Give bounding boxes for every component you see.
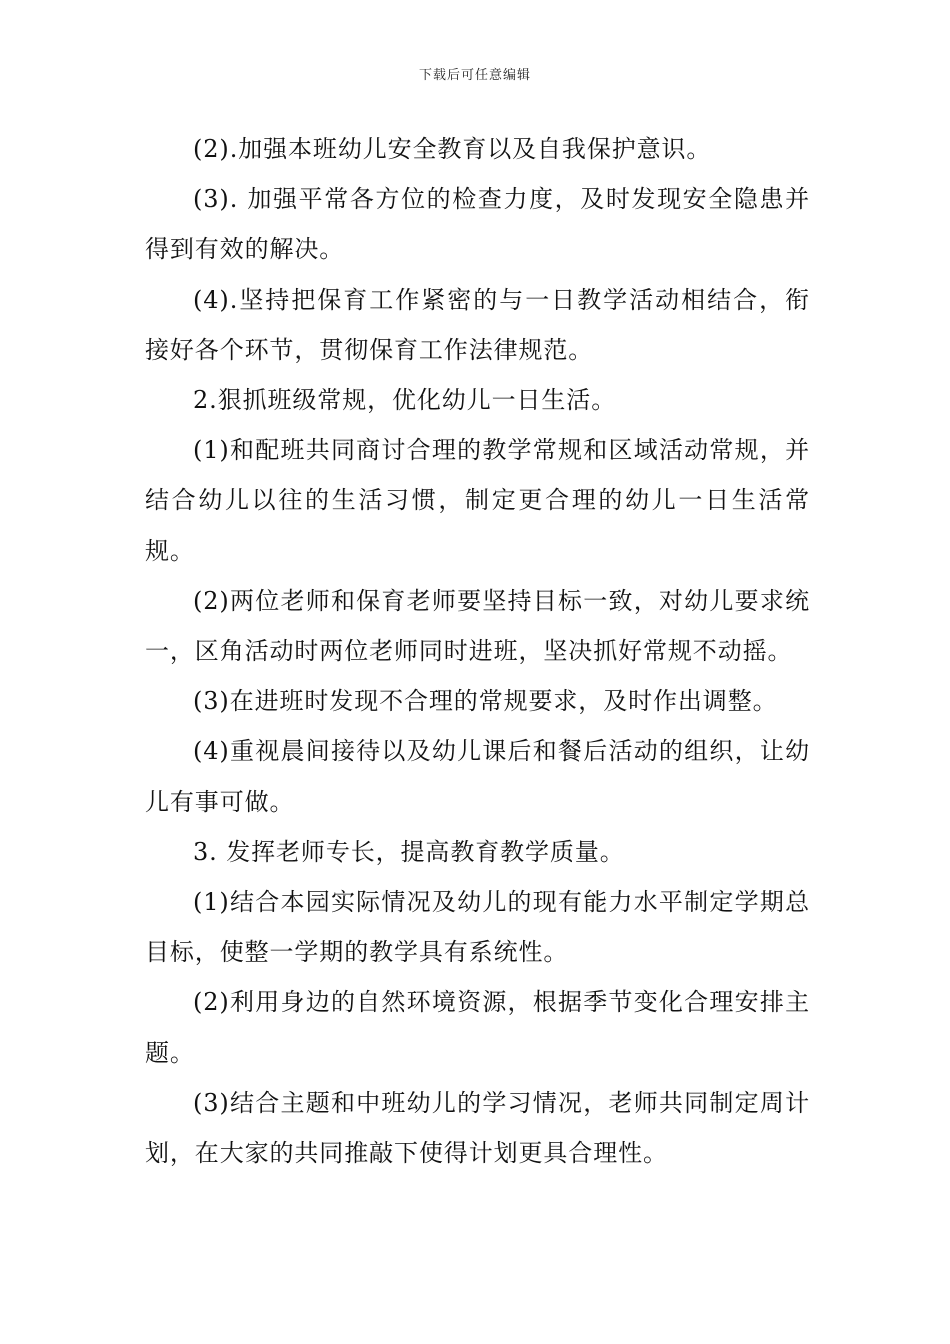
paragraph: (2)两位老师和保育老师要坚持目标一致，对幼儿要求统一，区角活动时两位老师同时进班，坚决抓好常规不动摇。 — [145, 586, 810, 666]
paragraph: (3)结合主题和中班幼儿的学习情况，老师共同制定周计划，在大家的共同推敲下使得计划更具合理性。 — [145, 1088, 810, 1168]
paragraph: (1)和配班共同商讨合理的教学常规和区域活动常规，并结合幼儿以往的生活习惯，制定更合理的幼儿一日生活常规。 — [145, 436, 810, 565]
section-heading: 2.狠抓班级常规，优化幼儿一日生活。 — [193, 386, 617, 415]
paragraph: (3)在进班时发现不合理的常规要求，及时作出调整。 — [193, 687, 778, 716]
paragraph: (2).加强本班幼儿安全教育以及自我保护意识。 — [193, 135, 712, 163]
paragraph: (4)重视晨间接待以及幼儿课后和餐后活动的组织，让幼儿有事可做。 — [145, 737, 810, 816]
paragraph: (4).坚持把保育工作紧密的与一日教学活动相结合，衔接好各个环节，贯彻保育工作法律规范。 — [145, 285, 810, 364]
paragraph: (1)结合本园实际情况及幼儿的现有能力水平制定学期总目标，使整一学期的教学具有系统性。 — [145, 888, 810, 967]
paragraph: (2)利用身边的自然环境资源，根据季节变化合理安排主题。 — [145, 988, 810, 1067]
paragraph: (3). 加强平常各方位的检查力度，及时发现安全隐患并得到有效的解决。 — [145, 185, 810, 264]
document-body — [145, 124, 810, 1178]
page-header: 下载后可任意编辑 — [418, 68, 531, 83]
section-heading: 3. 发挥老师专长，提高教育教学质量。 — [193, 837, 625, 866]
